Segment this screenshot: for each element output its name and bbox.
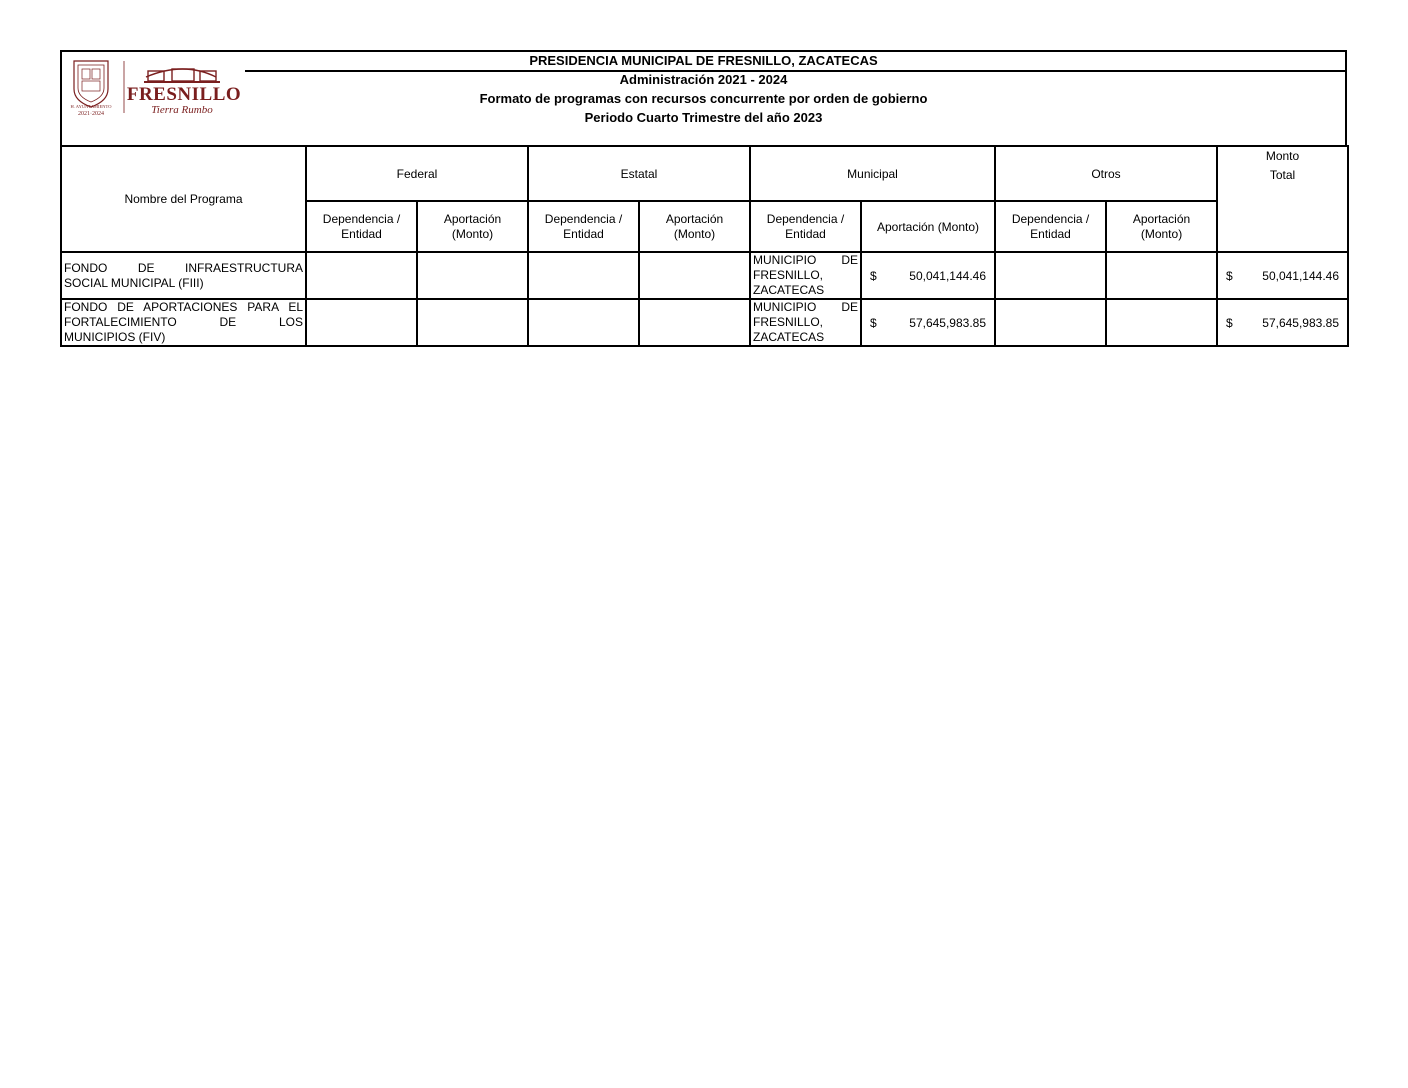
otros-dependencia-cell <box>995 299 1106 346</box>
estatal-aportacion-cell <box>639 252 750 299</box>
subheader-federal-dependencia: Dependencia / Entidad <box>306 201 417 252</box>
municipal-dependencia-cell: MUNICIPIO DE FRESNILLO, ZACATECAS <box>750 299 861 346</box>
group-header-otros: Otros <box>995 146 1217 201</box>
svg-text:FRESNILLO: FRESNILLO <box>126 84 242 105</box>
subheader-estatal-aportacion: Aportación (Monto) <box>639 201 750 252</box>
monto-total-cell <box>1217 252 1348 299</box>
otros-dependencia-cell <box>995 252 1106 299</box>
header-administration: Administración 2021 - 2024 <box>619 72 788 87</box>
programs-table <box>60 145 1349 347</box>
subheader-federal-aportacion: Aportación (Monto) <box>417 201 528 252</box>
program-name-cell: FONDO DE INFRAESTRUCTURA SOCIAL MUNICIPAL (FIII) <box>61 252 306 299</box>
header-period: Periodo Cuarto Trimestre del año 2023 <box>584 110 823 125</box>
subheader-municipal-aportacion: Aportación (Monto) <box>861 201 995 252</box>
currency-symbol: $ <box>1226 315 1233 330</box>
total-value: 50,041,144.46 <box>1262 268 1340 283</box>
amount-value: 57,645,983.85 <box>909 315 987 330</box>
otros-aportacion-cell <box>1106 252 1217 299</box>
svg-text:Tierra Rumbo: Tierra Rumbo <box>151 104 213 116</box>
municipal-aportacion-cell <box>861 299 995 346</box>
subheader-estatal-dependencia: Dependencia / Entidad <box>528 201 639 252</box>
estatal-aportacion-cell <box>639 299 750 346</box>
col-header-monto-total: Monto Total <box>1217 146 1348 201</box>
federal-aportacion-cell <box>417 299 528 346</box>
table-row <box>61 299 1348 346</box>
group-header-municipal: Municipal <box>750 146 995 201</box>
program-name-cell: FONDO DE APORTACIONES PARA EL FORTALECIMIENTO DE LOS MUNICIPIOS (FIV) <box>61 299 306 346</box>
svg-text:H. AYUNTAMIENTO: H. AYUNTAMIENTO <box>70 104 112 109</box>
estatal-dependencia-cell <box>528 299 639 346</box>
federal-aportacion-cell <box>417 252 528 299</box>
federal-dependencia-cell <box>306 299 417 346</box>
currency-symbol: $ <box>870 268 877 283</box>
federal-dependencia-cell <box>306 252 417 299</box>
table-row <box>61 252 1348 299</box>
otros-aportacion-cell <box>1106 299 1217 346</box>
header-title: PRESIDENCIA MUNICIPAL DE FRESNILLO, ZACATECAS <box>529 53 878 68</box>
municipal-dependencia-cell: MUNICIPIO DE FRESNILLO, ZACATECAS <box>750 252 861 299</box>
header-format-title: Formato de programas con recursos concurrente por orden de gobierno <box>479 91 928 106</box>
subheader-municipal-dependencia: Dependencia / Entidad <box>750 201 861 252</box>
amount-value: 50,041,144.46 <box>909 268 987 283</box>
monto-total-spacer <box>1217 201 1348 252</box>
total-value: 57,645,983.85 <box>1262 315 1340 330</box>
subheader-otros-aportacion: Aportación (Monto) <box>1106 201 1217 252</box>
estatal-dependencia-cell <box>528 252 639 299</box>
svg-text:2021·2024: 2021·2024 <box>78 111 104 117</box>
report-header <box>60 50 1347 145</box>
group-header-estatal: Estatal <box>528 146 750 201</box>
report-sheet <box>60 50 1347 347</box>
monto-total-cell <box>1217 299 1348 346</box>
subheader-otros-dependencia: Dependencia / Entidad <box>995 201 1106 252</box>
currency-symbol: $ <box>870 315 877 330</box>
currency-symbol: $ <box>1226 268 1233 283</box>
municipal-aportacion-cell <box>861 252 995 299</box>
group-header-federal: Federal <box>306 146 528 201</box>
col-header-program: Nombre del Programa <box>61 146 306 252</box>
